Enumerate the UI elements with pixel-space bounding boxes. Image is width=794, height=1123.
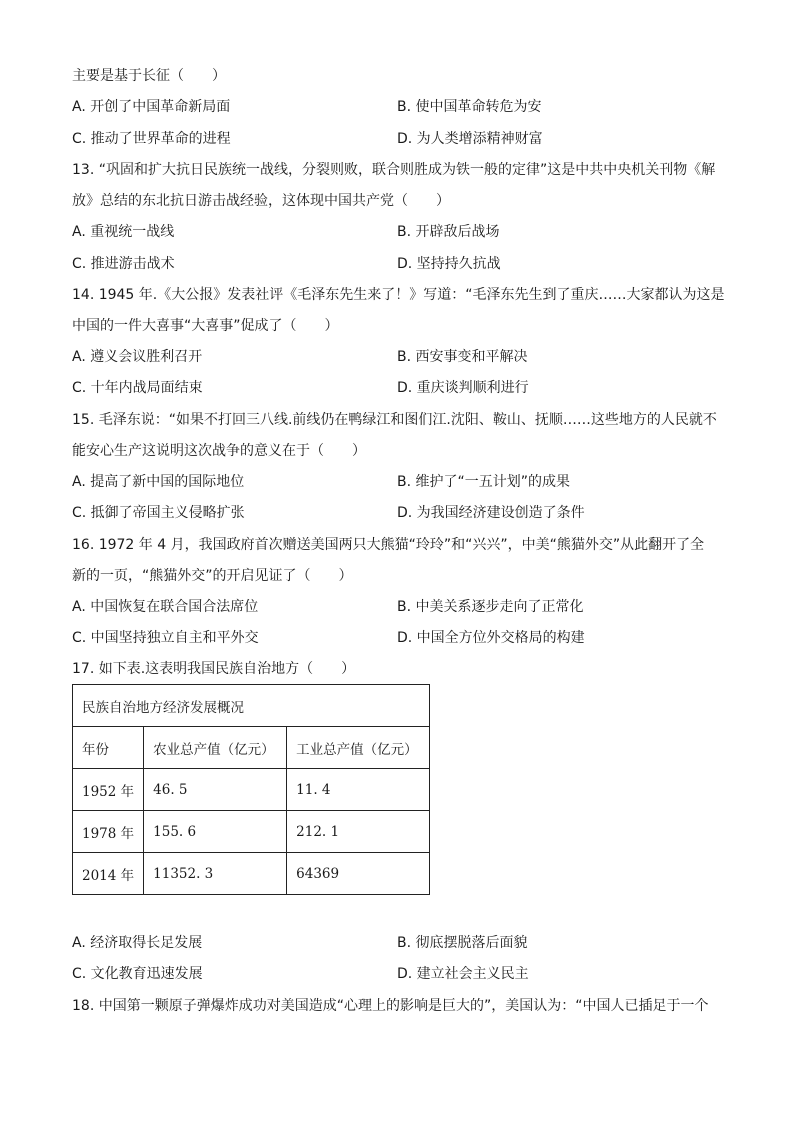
table-header-industry: 工业总产值（亿元） (287, 727, 430, 769)
q14-stem-line-2: 中国的一件大喜事“大喜事”促成了（ ） (72, 318, 339, 334)
q16-stem-line-1: 16. 1972 年 4 月，我国政府首次赠送美国两只大熊猫“玲玲”和“兴兴”，中美“熊猫外交”从此翻开了全 (72, 537, 705, 553)
table-cell-year: 1978 年 (73, 811, 144, 853)
table-cell-agri: 155. 6 (144, 811, 287, 853)
q15-stem-line-1: 15. 毛泽东说：“如果不打回三八线.前线仍在鸭绿江和图们江.沈阳、鞍山、抚顺……这些地方的人民就不 (72, 412, 717, 428)
q13-option-c[interactable]: C. 推进游击战术 (72, 256, 175, 272)
q17-option-b[interactable]: B. 彻底摆脱落后面貌 (397, 935, 528, 951)
q13-option-a[interactable]: A. 重视统一战线 (72, 224, 175, 240)
q13-options-row-1 (72, 222, 732, 242)
q14-options-row-1 (72, 347, 732, 367)
table-header-year: 年份 (73, 727, 144, 769)
table-title-row (73, 685, 430, 727)
q15-option-b[interactable]: B. 维护了“一五计划”的成果 (397, 474, 571, 490)
q15-options-row-2 (72, 503, 732, 523)
q12-option-a[interactable]: A. 开创了中国革命新局面 (72, 99, 231, 115)
q13-options-row-2 (72, 254, 732, 274)
q14-option-b[interactable]: B. 西安事变和平解决 (397, 349, 528, 365)
q16-options-row-2 (72, 628, 732, 648)
table-cell-industry: 212. 1 (287, 811, 430, 853)
table-title: 民族自治地方经济发展概况 (73, 685, 430, 727)
q14-options-row-2 (72, 378, 732, 398)
q16-option-a[interactable]: A. 中国恢复在联合国合法席位 (72, 599, 259, 615)
q12-options-row-2 (72, 129, 732, 149)
q14-option-d[interactable]: D. 重庆谈判顺利进行 (397, 380, 529, 396)
q16-option-c[interactable]: C. 中国坚持独立自主和平外交 (72, 630, 259, 646)
q12-option-b[interactable]: B. 使中国革命转危为安 (397, 99, 542, 115)
q15-stem-line-2: 能安心生产这说明这次战争的意义在于（ ） (72, 443, 366, 459)
q12-option-d[interactable]: D. 为人类增添精神财富 (397, 131, 543, 147)
q15-option-d[interactable]: D. 为我国经济建设创造了条件 (397, 505, 585, 521)
q17-option-a[interactable]: A. 经济取得长足发展 (72, 935, 203, 951)
table-cell-industry: 11. 4 (287, 769, 430, 811)
q18-stem-line-1: 18. 中国第一颗原子弹爆炸成功对美国造成“心理上的影响是巨大的”，美国认为：“中国人已插足于一个 (72, 998, 709, 1014)
q14-stem-line-1: 14. 1945 年.《大公报》发表社评《毛泽东先生来了！》写道：“毛泽东先生到了重庆……大家都认为这是 (72, 287, 725, 303)
table-header-agri: 农业总产值（亿元） (144, 727, 287, 769)
q17-options-row-1 (72, 933, 732, 953)
table-row (73, 853, 430, 895)
q12-option-c[interactable]: C. 推动了世界革命的进程 (72, 131, 231, 147)
q16-options-row-1 (72, 597, 732, 617)
q14-option-a[interactable]: A. 遵义会议胜利召开 (72, 349, 203, 365)
q16-option-b[interactable]: B. 中美关系逐步走向了正常化 (397, 599, 584, 615)
table-cell-agri: 11352. 3 (144, 853, 287, 895)
q14-option-c[interactable]: C. 十年内战局面结束 (72, 380, 203, 396)
q17-stem: 17. 如下表.这表明我国民族自治地方（ ） (72, 661, 356, 677)
table-cell-year: 2014 年 (73, 853, 144, 895)
q16-stem-line-2: 新的一页，“熊猫外交”的开启见证了（ ） (72, 568, 353, 584)
table-header-row (73, 727, 430, 769)
q13-option-b[interactable]: B. 开辟敌后战场 (397, 224, 500, 240)
q16-option-d[interactable]: D. 中国全方位外交格局的构建 (397, 630, 585, 646)
q15-option-a[interactable]: A. 提高了新中国的国际地位 (72, 474, 245, 490)
table-cell-agri: 46. 5 (144, 769, 287, 811)
q12-options-row-1 (72, 97, 732, 117)
q17-options-row-2 (72, 964, 732, 984)
q17-option-c[interactable]: C. 文化教育迅速发展 (72, 966, 203, 982)
q15-options-row-1 (72, 472, 732, 492)
q17-table (72, 684, 430, 895)
table-row (73, 811, 430, 853)
q13-stem-line-2: 放》总结的东北抗日游击战经验，这体现中国共产党（ ） (72, 193, 450, 209)
q15-option-c[interactable]: C. 抵御了帝国主义侵略扩张 (72, 505, 245, 521)
q12-stem: 主要是基于长征（ ） (72, 68, 226, 84)
q17-option-d[interactable]: D. 建立社会主义民主 (397, 966, 529, 982)
q13-option-d[interactable]: D. 坚持持久抗战 (397, 256, 501, 272)
table-cell-year: 1952 年 (73, 769, 144, 811)
table-row (73, 769, 430, 811)
table-cell-industry: 64369 (287, 853, 430, 895)
q13-stem-line-1: 13. “巩固和扩大抗日民族统一战线，分裂则败，联合则胜成为铁一般的定律”这是中共中央机关刊物《解 (72, 162, 716, 178)
